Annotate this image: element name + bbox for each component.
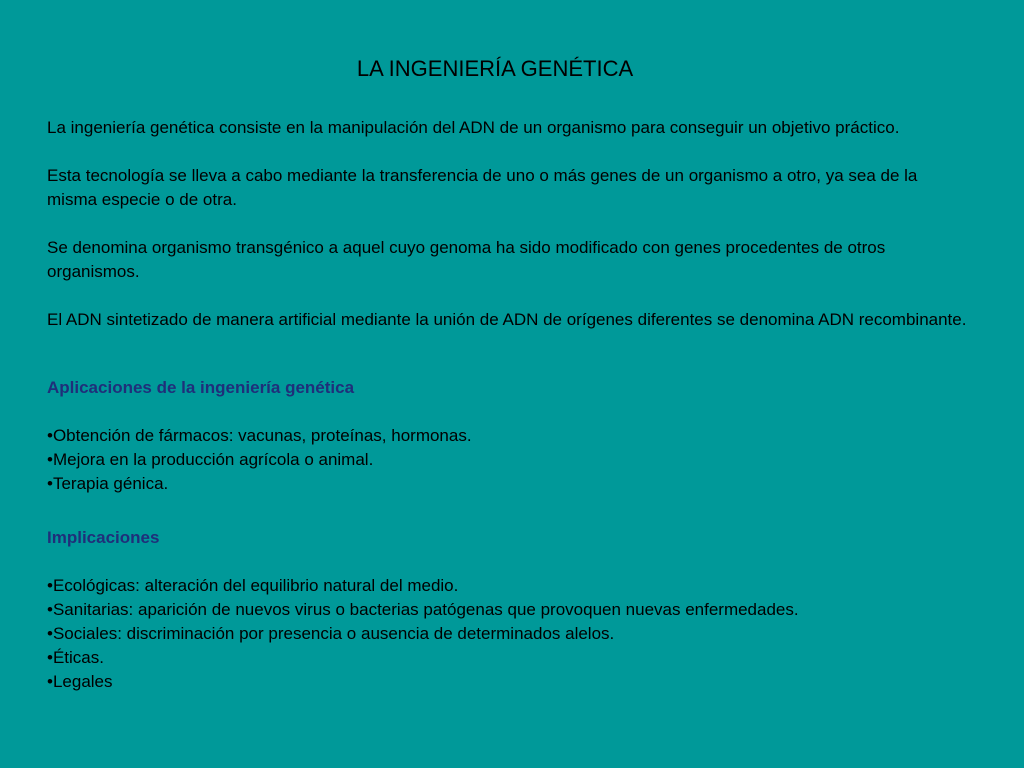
spacer (47, 496, 967, 526)
implications-heading: Implicaciones (47, 528, 160, 547)
paragraph-definition: La ingeniería genética consiste en la manipulación del ADN de un organismo para conseguir un objetivo práctico. (47, 118, 900, 137)
applications-heading: Aplicaciones de la ingeniería genética (47, 378, 355, 397)
paragraph-recombinant: El ADN sintetizado de manera artificial mediante la unión de ADN de orígenes diferentes se denomina ADN recombinante. (47, 310, 967, 329)
list-item: •Ecológicas: alteración del equilibrio natural del medio. (47, 576, 459, 595)
implications-list (47, 574, 967, 694)
slide-title: LA INGENIERÍA GENÉTICA (356, 56, 634, 81)
list-item: •Sociales: discriminación por presencia o ausencia de determinados alelos. (47, 624, 615, 643)
list-item: •Obtención de fármacos: vacunas, proteínas, hormonas. (47, 426, 472, 445)
list-item: •Sanitarias: aparición de nuevos virus o bacterias patógenas que provoquen nuevas enfermedades. (47, 600, 799, 619)
spacer (47, 356, 967, 376)
list-item: •Legales (47, 672, 113, 691)
paragraph-transgenic: Se denomina organismo transgénico a aquel cuyo genoma ha sido modificado con genes procedentes de otros organismos. (47, 238, 886, 281)
list-item: •Mejora en la producción agrícola o animal. (47, 450, 374, 469)
applications-list (47, 424, 967, 496)
list-item: •Terapia génica. (47, 474, 169, 493)
paragraph-technology: Esta tecnología se lleva a cabo mediante la transferencia de uno o más genes de un organismo a otro, ya sea de la misma especie o de otra. (47, 166, 918, 209)
slide-content (47, 116, 967, 694)
list-item: •Éticas. (47, 648, 104, 667)
